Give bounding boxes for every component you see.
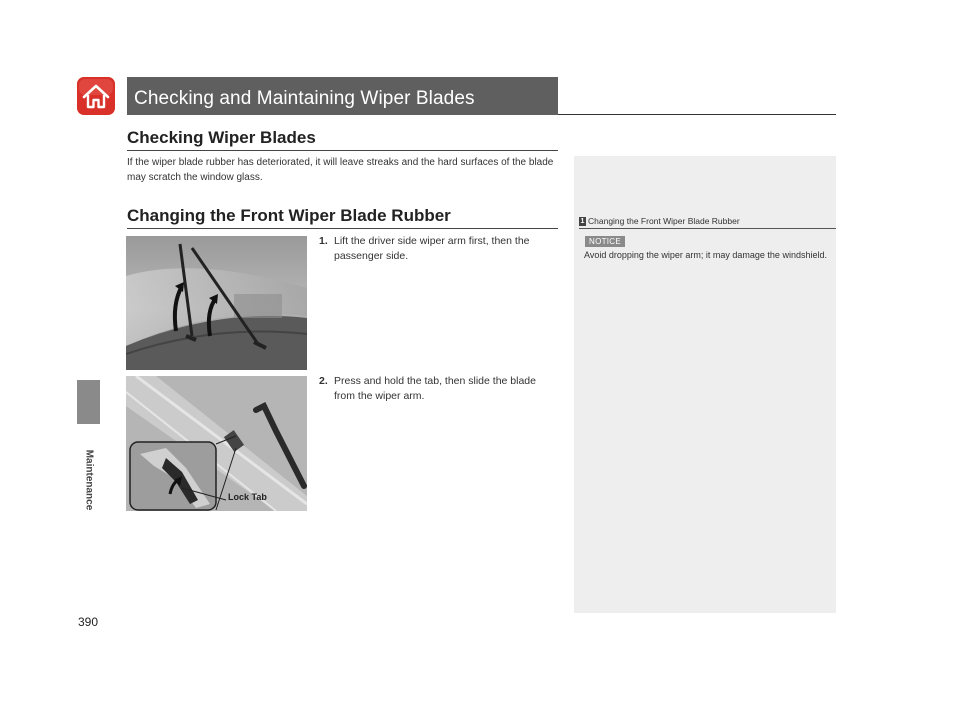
step-2 [319, 374, 559, 404]
figure-lift-wiper-arms [126, 236, 307, 370]
page-number: 390 [78, 615, 99, 629]
notice-text: Avoid dropping the wiper arm; it may damage the windshield. [584, 250, 827, 260]
reference-mark-icon: 1 [580, 217, 585, 225]
heading-checking: Checking Wiper Blades [127, 128, 316, 147]
title-rule [558, 114, 836, 115]
notes-title-text: Changing the Front Wiper Blade Rubber [588, 216, 740, 226]
home-icon [77, 77, 115, 115]
step-text: Press and hold the tab, then slide the blade from the wiper arm. [334, 375, 536, 402]
notes-title [579, 216, 740, 226]
step-1 [319, 234, 559, 264]
step-number: 2. [319, 375, 328, 387]
home-button[interactable] [77, 77, 115, 115]
figure-lock-tab [126, 376, 307, 511]
heading-rule [127, 228, 558, 229]
notes-rule [579, 228, 836, 229]
heading-rule [127, 150, 558, 151]
step-number: 1. [319, 235, 328, 247]
section-tab-label: Maintenance [83, 449, 95, 511]
page-title: Checking and Maintaining Wiper Blades [134, 88, 475, 109]
heading-changing: Changing the Front Wiper Blade Rubber [127, 206, 451, 225]
notice-badge: NOTICE [585, 236, 625, 247]
section-tab-marker [77, 380, 100, 424]
lock-tab-callout: Lock Tab [228, 492, 267, 502]
step-text: Lift the driver side wiper arm first, then the passenger side. [334, 235, 530, 262]
intro-paragraph: If the wiper blade rubber has deteriorated, it will leave streaks and the hard surfaces of the blade may scratch the window glass. [127, 157, 554, 183]
